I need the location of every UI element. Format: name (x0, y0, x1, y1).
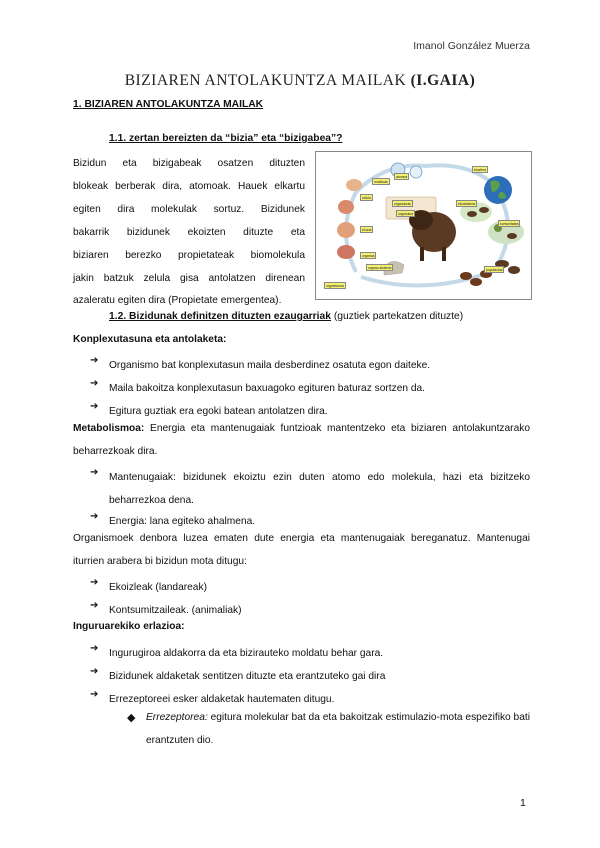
environment-item-text: Errezeptoreei esker aldaketak hautematen ditugu. (109, 694, 335, 705)
figure-label-atom: atomoa (396, 174, 408, 179)
section-heading-1: 1. BIZIAREN ANTOLAKUNTZA MAILAK (73, 99, 264, 110)
intro-line: egiten dira molekulak sortuz. Bizidunek (73, 203, 305, 215)
environment-item-text: Bizidunek aldaketak sentitzen dituzte eta erantzuteko gai dira (109, 671, 386, 682)
figure-label-tissue: ehuna (362, 227, 372, 232)
organism-type-text: Ekoizleak (landareak) (109, 582, 207, 593)
section-heading-1-2-title: 1.2. Bizidunak definitzen dituzten ezaugarriak (109, 311, 331, 322)
arrow-icon: ➔ (90, 378, 99, 389)
figure-label-molecule: molekula (374, 179, 388, 184)
arrow-icon: ➔ (90, 511, 99, 522)
intro-line: Bizidun eta bizigabeak osatzen dituzten (73, 158, 305, 169)
intro-line: azaleratu egiten dira (Propietate emergentea). (73, 295, 282, 307)
section-heading-1-2-note: (guztiek partekatzen dituzte) (331, 311, 464, 322)
complexity-heading: Konplexutasuna eta antolaketa: (73, 334, 227, 345)
arrow-icon: ➔ (90, 689, 99, 700)
page-title (0, 72, 600, 90)
figure-label-population: populazioa (486, 267, 503, 272)
complexity-item-text: Egitura guztiak era egoki batean antolatzen dira. (109, 406, 328, 417)
arrow-icon: ➔ (90, 467, 99, 478)
organism-type-text: Kontsumitzaileak. (animaliak) (109, 605, 242, 616)
metabolism-paragraph (73, 418, 530, 464)
receptor-def: egitura molekular bat da eta bakoitzak estimulazio-mota espezifiko bati erantzuten dio. (146, 712, 530, 746)
metabolism-item-text: Mantenugaiak: bizidunek ekoiztu ezin duten atomo edo molekula, hazi eta bizitzeko beharrezkoa dena. (109, 472, 530, 506)
arrow-icon: ➔ (90, 401, 99, 412)
figure-label-ecosystem: ekosistema (458, 201, 476, 206)
intro-line: jakin batzuk zelula gisa antolatzen direnean (73, 272, 305, 284)
figure-label-organelles: organuluak (394, 201, 411, 206)
intro-paragraph (73, 153, 305, 313)
arrow-icon: ➔ (90, 666, 99, 677)
figure-label-organ-system: organo-sistema (368, 265, 392, 270)
environment-item-text: Ingurugiroa aldakorra da eta bizirauteko moldatu behar gara. (109, 648, 384, 659)
metabolism-item-text: Energia: lana egiteko ahalmena. (109, 516, 256, 527)
receptor-term: Errezeptorea: (146, 712, 208, 723)
intro-line: bakarrik bizidunek ekoizten dituzte eta (73, 226, 305, 238)
complexity-item-text: Organismo bat konplexutasun maila desberdinez osatuta egon daiteke. (109, 360, 431, 371)
figure-label-biosphere: biosfera (474, 167, 487, 172)
intro-line: blokeak berberak dira, atomoak. Hauek elkartu (73, 180, 305, 192)
figure-label-organ: organoa (362, 253, 375, 258)
organisms-paragraph: Organismoek denbora luzea ematen dute energia eta mantenugaiak bereganatuz. Mantenugai iturrien arabera bi bizidun mota ditugu: (73, 533, 530, 567)
title-unit: (I.GAIA) (410, 72, 476, 89)
figure-label-organism: organismoa (326, 283, 344, 288)
page-number: 1 (520, 797, 526, 809)
figure-label-cell: zelula (362, 195, 371, 200)
intro-line: biziaren berezko propietateak biomolekula (73, 249, 305, 261)
figure-label-community: komunitatea (500, 221, 519, 226)
title-main: BIZIAREN ANTOLAKUNTZA MAILAK (124, 72, 411, 89)
figure-label-organelle: organulua (398, 211, 414, 216)
diamond-bullet-icon: ◆ (127, 712, 136, 724)
section-heading-1-1: 1.1. zertan bereizten da “bizia” eta “bizigabea”? (109, 133, 343, 144)
environment-heading: Inguruarekiko erlazioa: (73, 621, 185, 632)
complexity-item-text: Maila bakoitza konplexutasun baxuagoko egituren baturaz sortzen da. (109, 383, 426, 394)
arrow-icon: ➔ (90, 643, 99, 654)
author-name: Imanol González Muerza (413, 40, 530, 52)
arrow-icon: ➔ (90, 355, 99, 366)
metabolism-heading: Metabolismoa: (73, 423, 145, 434)
metabolism-text: Energia eta mantenugaiak funtzioak mantentzeko eta biziaren antolakuntzarako beharrezkoak dira. (73, 423, 530, 457)
arrow-icon: ➔ (90, 600, 99, 611)
organization-levels-figure (315, 151, 532, 300)
arrow-icon: ➔ (90, 577, 99, 588)
receptor-definition-text (146, 707, 530, 753)
section-heading-1-2 (109, 311, 463, 322)
